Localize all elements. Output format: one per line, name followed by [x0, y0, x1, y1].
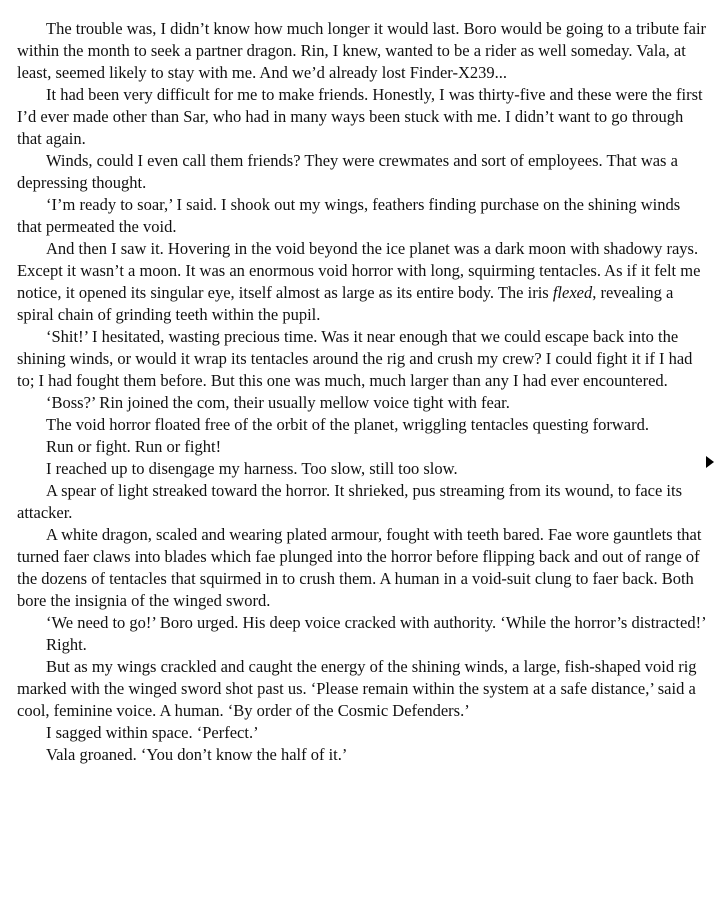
paragraph: It had been very difficult for me to make friends. Honestly, I was thirty-five and these were the first I’d ever made other than Sar, who had in many ways been stuck with me. I didn’t want to go through that again.: [17, 85, 703, 148]
paragraph: ‘I’m ready to soar,’ I said. I shook out my wings, feathers finding purchase on the shining winds that permeated the void.: [17, 195, 681, 236]
reader-page: [17, 18, 707, 766]
paragraph: I reached up to disengage my harness. Too slow, still too slow.: [46, 459, 458, 478]
paragraph: The void horror floated free of the orbit of the planet, wriggling tentacles questing forward.: [46, 415, 649, 434]
next-page-icon[interactable]: [706, 456, 714, 468]
paragraph: I sagged within space. ‘Perfect.’: [46, 723, 259, 742]
paragraph: Winds, could I even call them friends? They were crewmates and sort of employees. That was a depressing thought.: [17, 151, 678, 192]
paragraph: [17, 238, 707, 326]
paragraph: But as my wings crackled and caught the energy of the shining winds, a large, fish-shaped void rig marked with the winged sword shot past us. ‘Please remain within the system at a safe distance,’ said a cool, feminine voice. A human. ‘By order of the Cosmic Defenders.’: [17, 657, 697, 720]
paragraph: A spear of light streaked toward the horror. It shrieked, pus streaming from its wound, to face its attacker.: [17, 481, 683, 522]
emphasized-text: flexed: [552, 283, 593, 302]
paragraph: ‘Boss?’ Rin joined the com, their usually mellow voice tight with fear.: [46, 393, 510, 412]
paragraph: A white dragon, scaled and wearing plated armour, fought with teeth bared. Fae wore gauntlets that turned faer claws into blades which fae plunged into the horror before flipping back and out of range of the dozens of tentacles that squirmed in to crush them. A human in a void-suit clung to faer back. Both bore the insignia of the winged sword.: [17, 525, 702, 610]
paragraph: ‘We need to go!’ Boro urged. His deep voice cracked with authority. ‘While the horror’s distracted!’: [46, 613, 707, 632]
paragraph: Vala groaned. ‘You don’t know the half of it.’: [46, 745, 348, 764]
text-run: And then I saw it. Hovering in the void beyond the ice planet was a dark moon with shadowy rays. Except it wasn’t a moon. It was an enormous void horror with long, squirming tentacles. As if it felt me notice, it opened its singular eye, itself almost as large as its entire body. The iris: [17, 239, 701, 302]
paragraph: The trouble was, I didn’t know how much longer it would last. Boro would be going to a tribute fair within the month to seek a partner dragon. Rin, I knew, wanted to be a rider as well someday. Vala, at least, seemed likely to stay with me. And we’d already lost Finder-X239...: [17, 19, 707, 82]
paragraph: Run or fight. Run or fight!: [46, 437, 222, 456]
text-run: , revealing a spiral chain of grinding teeth within the pupil.: [17, 283, 674, 324]
paragraph: ‘Shit!’ I hesitated, wasting precious time. Was it near enough that we could escape back into the shining winds, or would it wrap its tentacles around the rig and crush my crew? I could fight it if I had to; I had fought them before. But this one was much, much larger than any I had ever encountered.: [17, 327, 693, 390]
paragraph: Right.: [46, 635, 87, 654]
